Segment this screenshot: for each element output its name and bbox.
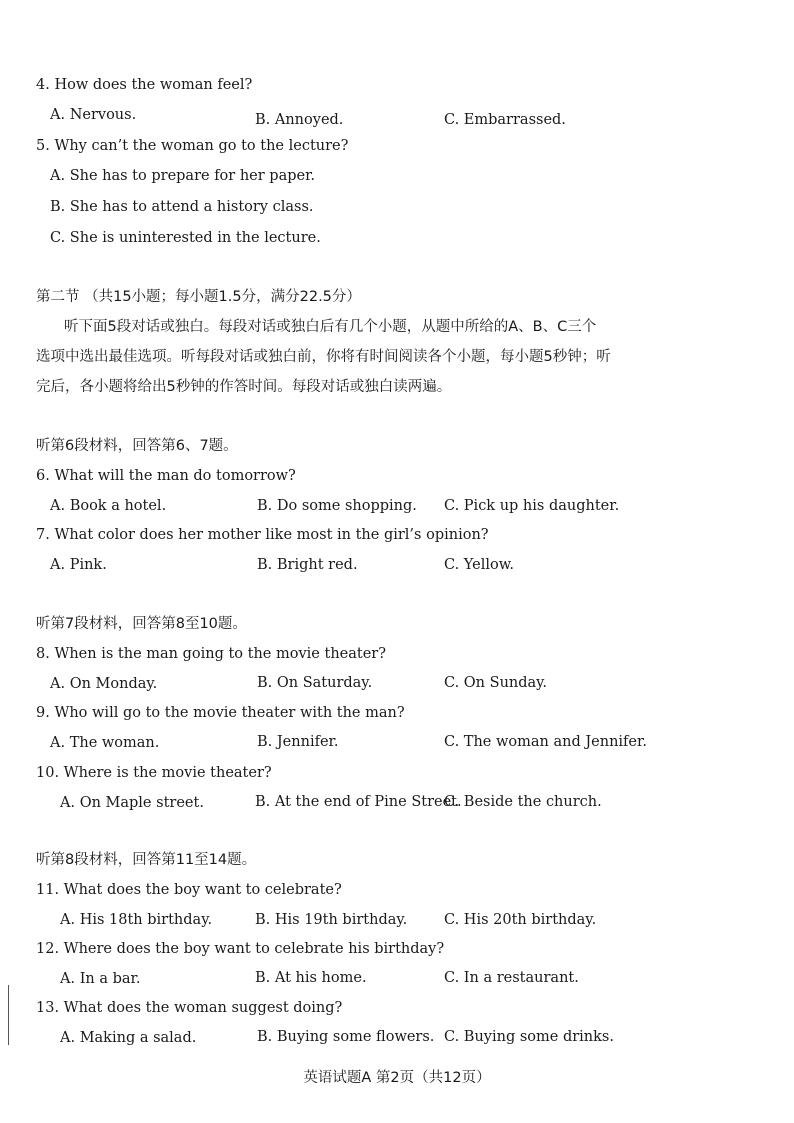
question-10-option-b: B. At the end of Pine Street.	[255, 794, 462, 810]
question-12-stem: 12. Where does the boy want to celebrate his birthday?	[36, 941, 445, 957]
question-5-option-c: C. She is uninterested in the lecture.	[50, 230, 321, 246]
question-11-option-c: C. His 20th birthday.	[444, 912, 597, 928]
question-4-option-c: C. Embarrassed.	[444, 112, 566, 128]
question-8-stem: 8. When is the man going to the movie theater?	[36, 646, 387, 662]
question-13-option-a: A. Making a salad.	[60, 1030, 197, 1046]
question-7-option-b: B. Bright red.	[257, 557, 358, 573]
question-6-option-a: A. Book a hotel.	[50, 498, 167, 514]
instructions-line-2: 选项中选出最佳选项。听每段对话或独白前，你将有时间阅读各个小题，每小题5秒钟；听	[36, 349, 611, 365]
question-5-stem: 5. Why can’t the woman go to the lecture?	[36, 138, 349, 154]
question-11-stem: 11. What does the boy want to celebrate?	[36, 882, 342, 898]
question-4-stem: 4. How does the woman feel?	[36, 77, 253, 93]
group-1-header: 听第6段材料，回答第6、7题。	[36, 438, 238, 454]
question-11-option-a: A. His 18th birthday.	[60, 912, 213, 928]
question-9-option-a: A. The woman.	[50, 735, 160, 751]
question-8-option-a: A. On Monday.	[50, 676, 158, 692]
instructions-line-3: 完后，各小题将给出5秒钟的作答时间。每段对话或独白读两遍。	[36, 379, 452, 395]
question-10-option-a: A. On Maple street.	[60, 795, 204, 811]
page-footer: 英语试题A 第2页（共12页）	[303, 1070, 491, 1086]
question-9-stem: 9. Who will go to the movie theater with the man?	[36, 705, 405, 721]
question-10-option-c: C. Beside the church.	[444, 794, 602, 810]
question-5-option-b: B. She has to attend a history class.	[50, 199, 314, 215]
question-13-stem: 13. What does the woman suggest doing?	[36, 1000, 343, 1016]
question-5-option-a: A. She has to prepare for her paper.	[50, 168, 316, 184]
group-3-header: 听第8段材料，回答第11至14题。	[36, 852, 257, 868]
question-13-option-b: B. Buying some flowers.	[257, 1029, 435, 1045]
question-7-option-a: A. Pink.	[50, 557, 107, 573]
section-title: 第二节 （共15小题；每小题1.5分，满分22.5分）	[36, 289, 361, 305]
question-7-stem: 7. What color does her mother like most in the girl’s opinion?	[36, 527, 489, 543]
question-9-option-b: B. Jennifer.	[257, 734, 339, 750]
question-12-option-c: C. In a restaurant.	[444, 970, 579, 986]
instructions-line-1: 听下面5段对话或独白。每段对话或独白后有几个小题，从题中所给的A、B、C三个	[64, 319, 597, 335]
question-10-stem: 10. Where is the movie theater?	[36, 765, 272, 781]
margin-scan-mark	[8, 985, 9, 1045]
question-6-option-b: B. Do some shopping.	[257, 498, 417, 514]
question-13-option-c: C. Buying some drinks.	[444, 1029, 614, 1045]
question-7-option-c: C. Yellow.	[444, 557, 514, 573]
question-12-option-b: B. At his home.	[255, 970, 367, 986]
question-6-stem: 6. What will the man do tomorrow?	[36, 468, 296, 484]
question-8-option-b: B. On Saturday.	[257, 675, 373, 691]
question-6-option-c: C. Pick up his daughter.	[444, 498, 620, 514]
question-12-option-a: A. In a bar.	[60, 971, 141, 987]
question-11-option-b: B. His 19th birthday.	[255, 912, 408, 928]
question-4-option-b: B. Annoyed.	[255, 112, 344, 128]
group-2-header: 听第7段材料，回答第8至10题。	[36, 616, 247, 632]
question-9-option-c: C. The woman and Jennifer.	[444, 734, 647, 750]
question-4-option-a: A. Nervous.	[50, 107, 137, 123]
question-8-option-c: C. On Sunday.	[444, 675, 548, 691]
